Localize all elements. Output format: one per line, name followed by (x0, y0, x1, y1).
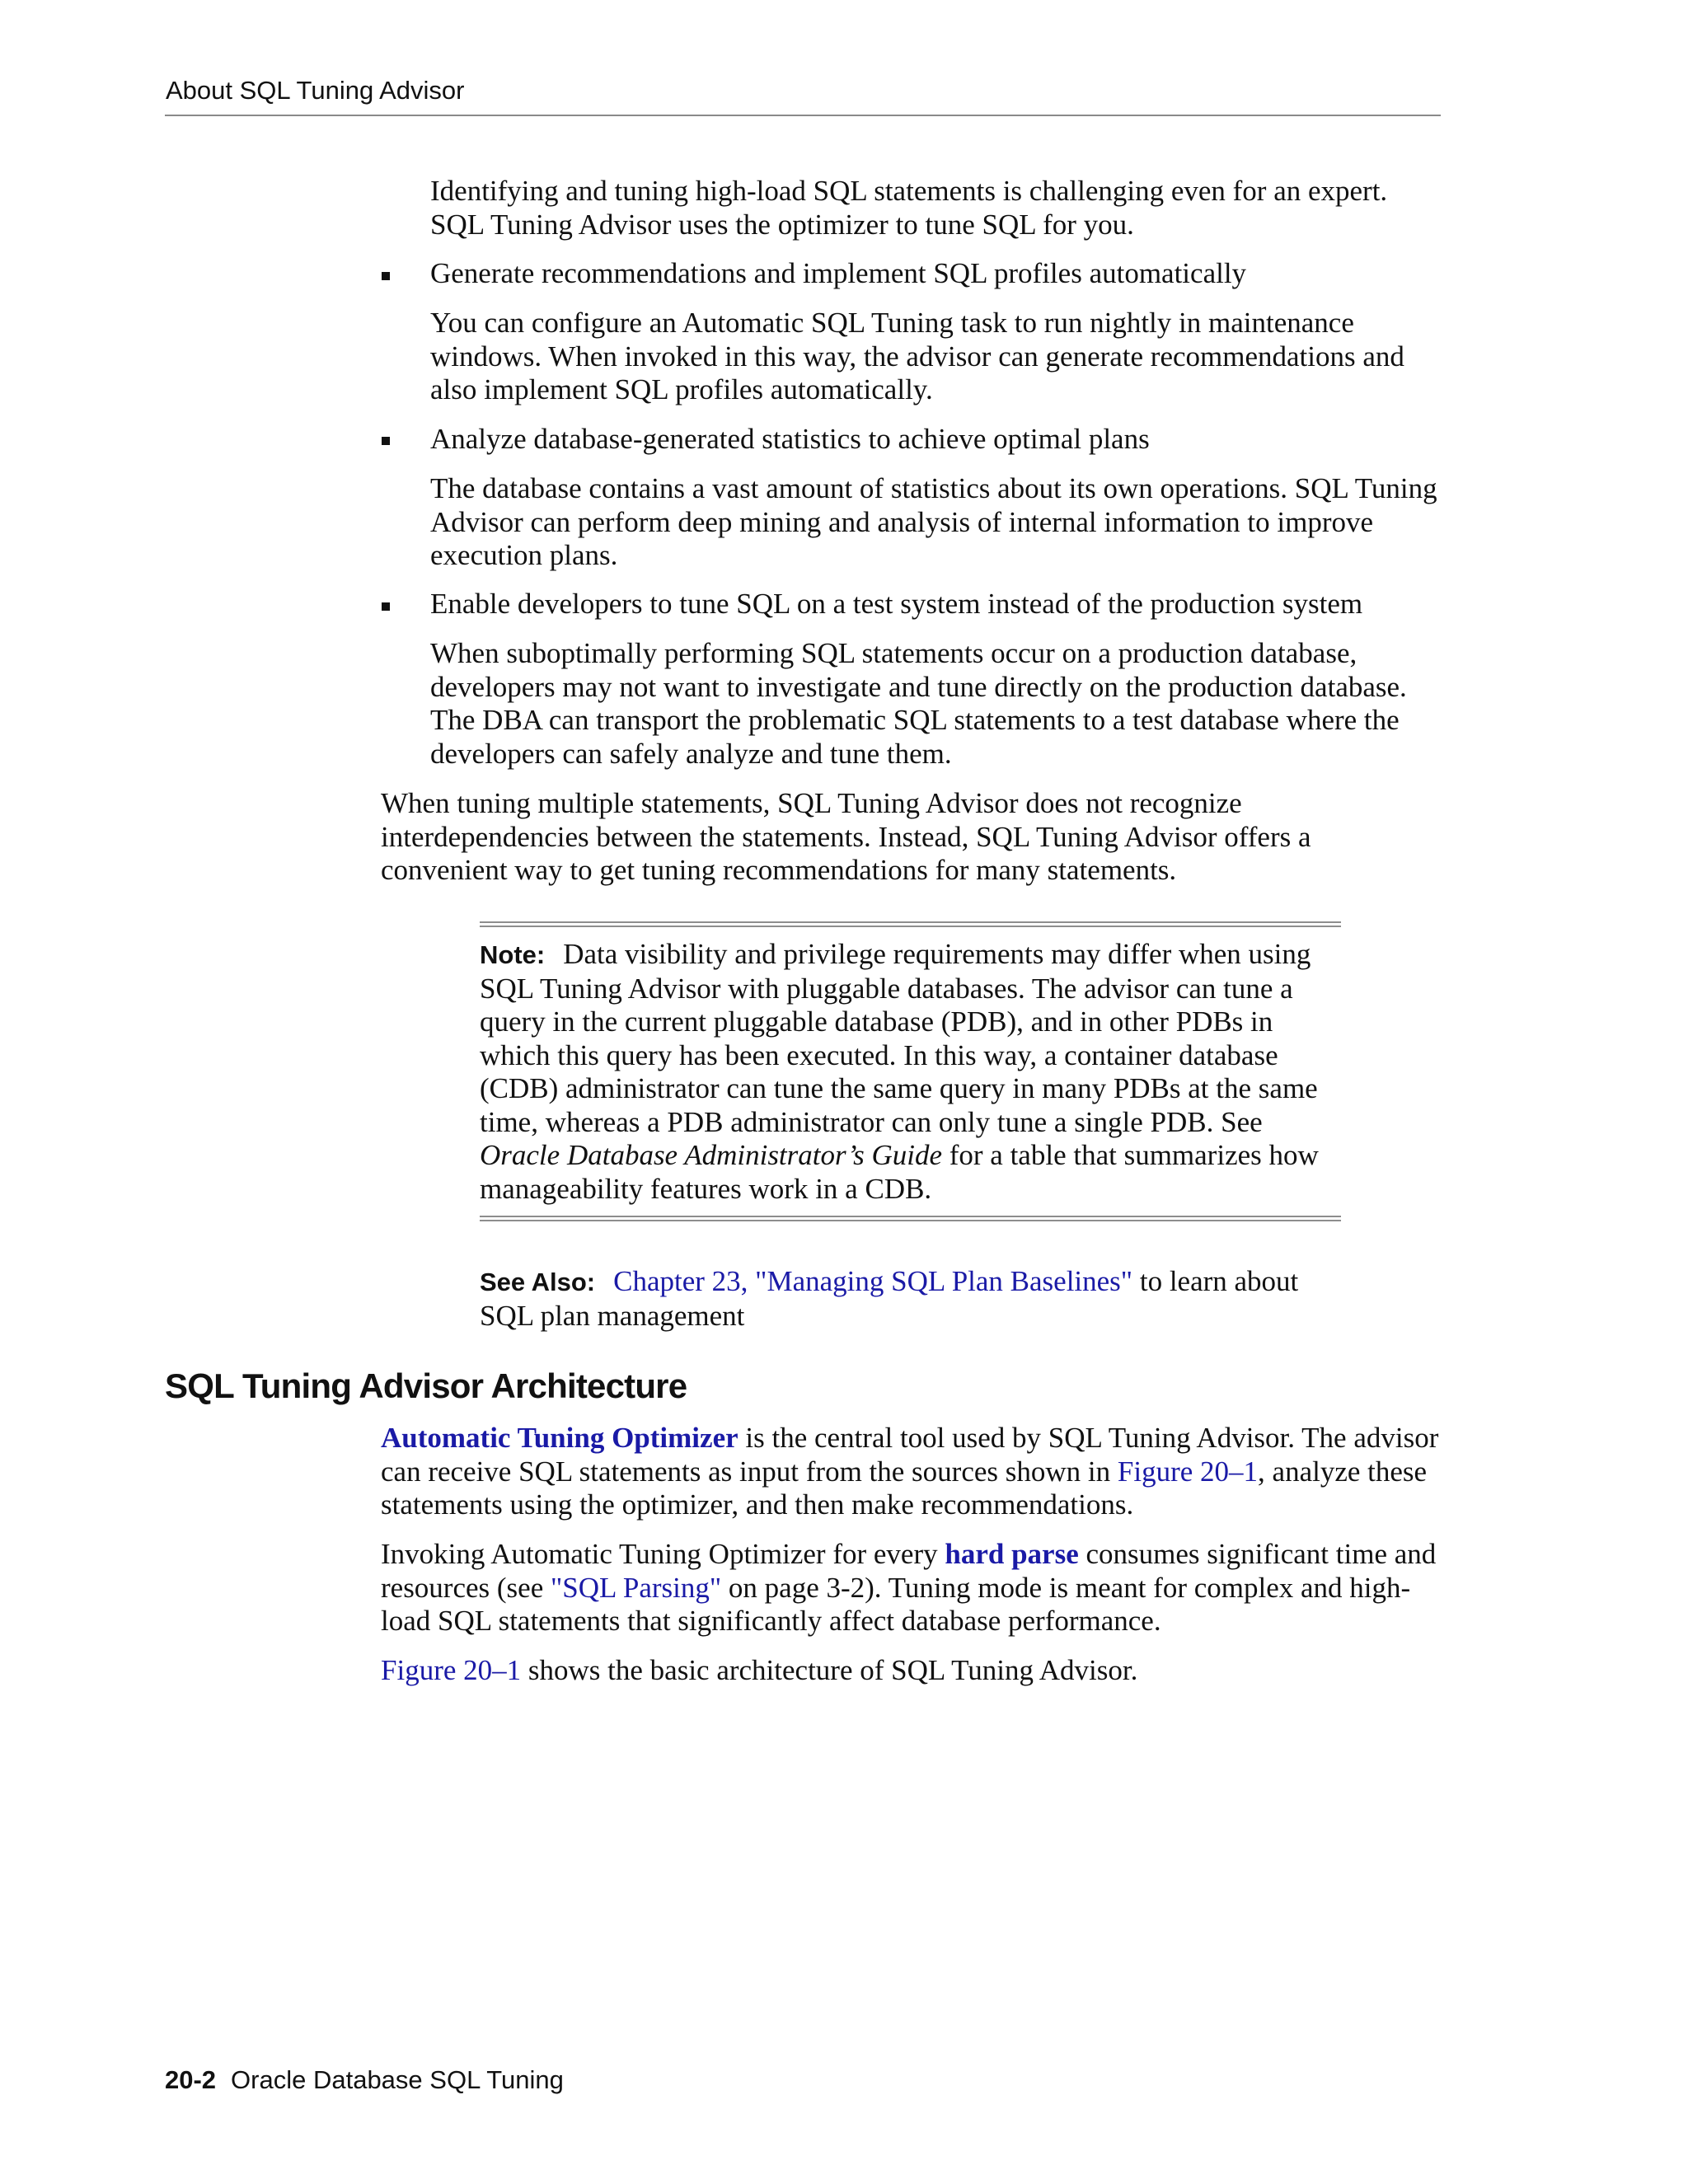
architecture-paragraph-3-text: shows the basic architecture of SQL Tuning Advisor. (528, 1654, 1138, 1686)
architecture-paragraph-1-text-b: , analyze these statements using the optimizer, and then make recommendations. (381, 1455, 1428, 1521)
running-header: About SQL Tuning Advisor (166, 76, 465, 105)
bullet-title-1: Generate recommendations and implement SQL profiles automatically (430, 257, 1247, 289)
bullet-title-2: Analyze database-generated statistics to achieve optimal plans (430, 423, 1150, 455)
bullet-text-2: The database contains a vast amount of statistics about its own operations. SQL Tuning Advisor can perform deep mining and analysis of internal information to improve execution plans. (430, 472, 1437, 571)
bullet-text-3: When suboptimally performing SQL statements occur on a production database, developers may not want to investigate and tune directly on the production database. The DBA can transport the problematic SQL statements to a test database where the developers can safely analyze and tune them. (430, 637, 1407, 770)
bullet-marker-3 (382, 602, 390, 611)
multiple-statements-paragraph: When tuning multiple statements, SQL Tuning Advisor does not recognize interdependencies between the statements. Instead, SQL Tuning Advisor offers a convenient way to get tuning recommendations for many statements. (381, 787, 1311, 886)
bullet-title-3: Enable developers to tune SQL on a test system instead of the production system (430, 588, 1363, 620)
architecture-paragraph-1-text-a: is the central tool used by SQL Tuning Advisor. The advisor can receive SQL statements as input from the sources shown in (381, 1422, 1439, 1488)
automatic-tuning-optimizer-term[interactable]: Automatic Tuning Optimizer (381, 1422, 738, 1454)
chapter-23-link[interactable]: Chapter 23, "Managing SQL Plan Baselines" (613, 1265, 1133, 1297)
section-heading: SQL Tuning Advisor Architecture (165, 1366, 687, 1405)
bullet-marker-2 (382, 437, 390, 445)
header-rule (165, 115, 1441, 116)
see-also-text: to learn about SQL plan management (480, 1265, 1299, 1332)
note-box (480, 938, 1341, 1206)
note-guide-title: Oracle Database Administrator’s Guide (480, 1139, 942, 1171)
architecture-paragraph-1 (381, 1422, 1444, 1522)
note-text-before: Data visibility and privilege requirements may differ when using SQL Tuning Advisor with pluggable databases. The advisor can tune a query in the current pluggable database (PDB), and in other PDBs in which this query has been executed. In this way, a container database (CDB) administrator can tune the same query in many PDBs at the same time, whereas a PDB administrator can only tune a single PDB. See (480, 938, 1318, 1138)
footer-page-number: 20-2 (165, 2065, 217, 2094)
page-footer (165, 2065, 564, 2095)
footer-book-title: Oracle Database SQL Tuning (231, 2065, 564, 2094)
note-text-after: for a table that summarizes how manageability features work in a CDB. (480, 1139, 1319, 1205)
architecture-paragraph-2-text-a: Invoking Automatic Tuning Optimizer for every (381, 1538, 938, 1570)
bullet-text-1: You can configure an Automatic SQL Tuning task to run nightly in maintenance windows. When invoked in this way, the advisor can generate recommendations and also implement SQL profiles automatically. (430, 307, 1404, 405)
architecture-paragraph-2 (381, 1538, 1444, 1638)
figure-20-1-link[interactable]: Figure 20–1 (1117, 1455, 1259, 1488)
see-also-block (480, 1265, 1341, 1333)
architecture-paragraph-2-text-c: on page 3-2). Tuning mode is meant for complex and high-load SQL statements that significantly affect database performance. (381, 1571, 1411, 1637)
figure-20-1-link-2[interactable]: Figure 20–1 (381, 1654, 522, 1686)
intro-paragraph: Identifying and tuning high-load SQL statements is challenging even for an expert. SQL Tuning Advisor uses the optimizer to tune SQL for you. (430, 175, 1388, 241)
note-top-rule (480, 921, 1341, 927)
see-also-label: See Also: (480, 1268, 596, 1296)
hard-parse-term[interactable]: hard parse (945, 1538, 1079, 1570)
architecture-paragraph-3 (381, 1654, 1444, 1688)
bullet-marker-1 (382, 272, 390, 280)
architecture-paragraph-2-text-b: consumes significant time and resources (see (381, 1538, 1437, 1604)
sql-parsing-link[interactable]: "SQL Parsing" (551, 1571, 722, 1604)
note-label: Note: (480, 940, 546, 969)
note-bottom-rule (480, 1216, 1341, 1221)
